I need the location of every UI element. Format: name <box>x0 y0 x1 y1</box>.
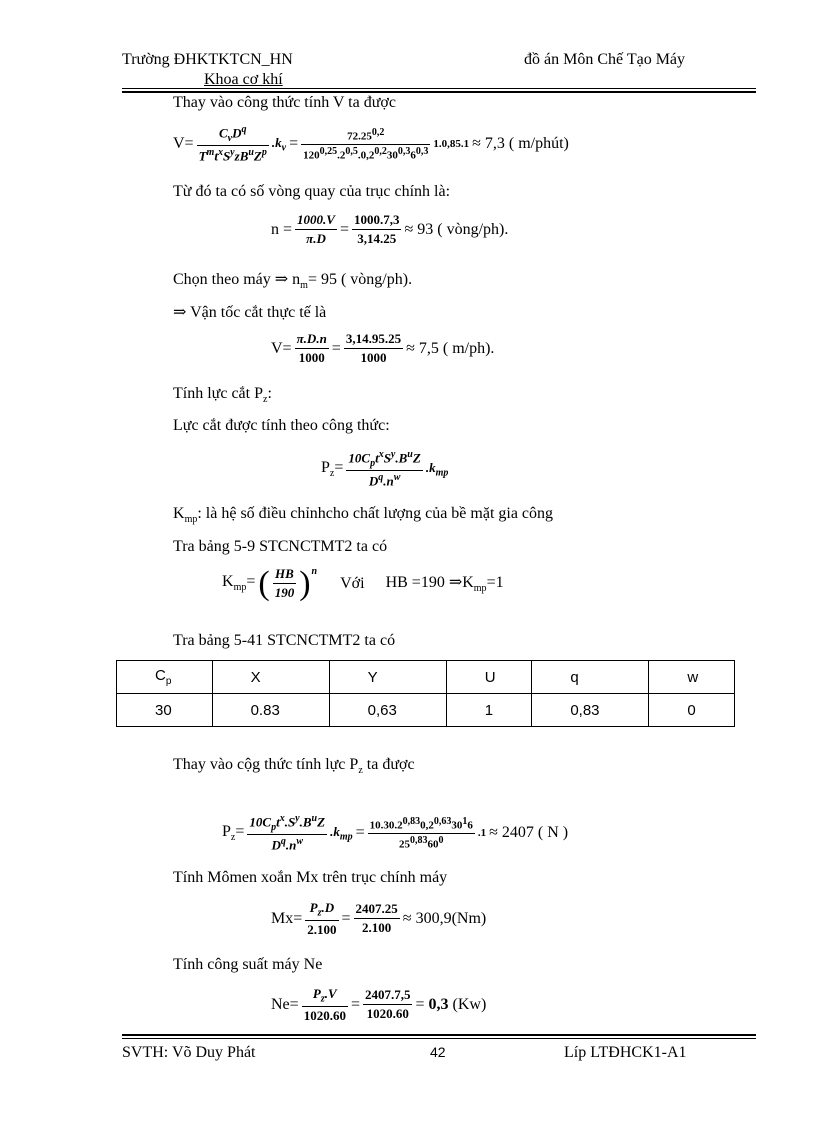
footer-class: Líp LTĐHCK1-A1 <box>564 1044 687 1061</box>
header-project: đồ án Môn Chế Tạo Máy <box>524 51 686 68</box>
kmp-formula: $K_{mp}=$ ( $\frac{HB}{190}$ ) $^n$ Với HB =190 $\Rightarrow K_{mp}=1$ <box>222 564 504 602</box>
paragraph-table-5-41: Tra bảng 5-41 STCNCTMT2 ta có <box>173 632 396 649</box>
paragraph-cutting-force-title: Tính lực cắt $P_z$: <box>173 385 272 406</box>
paragraph-table-5-9: Tra bảng 5-9 STCNCTMT2 ta có <box>173 538 388 555</box>
cutting-parameters-table <box>116 660 735 727</box>
table-cell: 30 <box>117 694 213 727</box>
velocity-formula: V= $\frac{C_vD^q}{T^mt^xS^yzB^uZ^p}$ $.k_v$ = $\frac{72.25^{0,2}}{120^{0,25}.2^{0,5}.0,2^{0,2}30^{0,3}6^{0,3}}$ 1.0,85.1 ≈ 7,3 ( m/phút) <box>173 124 569 164</box>
table-cell: 1 <box>446 694 532 727</box>
paragraph-substitute-pz: Thay vào cộg thức tính lực $P_z$ ta được <box>173 756 415 777</box>
table-header-cell: w <box>649 661 735 694</box>
header-faculty: Khoa cơ khí <box>204 71 283 88</box>
paragraph-kmp-definition: $K_{mp}$: là hệ số điều chỉnhcho chất lượng của bề mặt gia công <box>173 505 554 526</box>
paragraph-machine-speed: Chọn theo máy ⇒ $n_m= 95$ ( vòng/ph). <box>173 271 413 292</box>
velocity-general-fraction: $\frac{C_vD^q}{T^mt^xS^yzB^uZ^p}$ <box>198 124 267 164</box>
footer-rule <box>122 1038 756 1039</box>
table-cell: 0.83 <box>212 694 329 727</box>
table-header-cell: Y <box>329 661 446 694</box>
paragraph-power-title: Tính công suất máy Ne <box>173 956 323 973</box>
table-row <box>117 694 735 727</box>
header-school: Trường ĐHKTKTCN_HN <box>122 51 293 68</box>
velocity-numeric-fraction: $\frac{72.25^{0,2}}{120^{0,25}.2^{0,5}.0,2^{0,2}30^{0,3}6^{0,3}}$ <box>303 126 429 162</box>
table-header-cell: $C_p$ <box>117 661 213 694</box>
paragraph-cutting-force-intro: Lực cắt được tính theo công thức: <box>173 417 390 434</box>
header-rule-thick <box>122 91 756 93</box>
paragraph-actual-speed: ⇒ Vận tốc cắt thực tế là <box>173 304 327 321</box>
table-header-row <box>117 661 735 694</box>
paragraph-spindle-speed: Từ đó ta có số vòng quay của trục chính là: <box>173 183 451 200</box>
table-cell: 0,83 <box>532 694 649 727</box>
paragraph-torque-title: Tính Mômen xoắn Mx trên trục chính máy <box>173 869 448 886</box>
spindle-speed-formula: n = $\frac{1000.V}{\pi.D}$ = $\frac{1000.7,3}{3,14.25}$ ≈ 93 ( vòng/ph). <box>271 212 509 246</box>
footer-page-number: 42 <box>430 1044 446 1060</box>
cutting-force-formula: $P_z=$ $\frac{10C_pt^xS^y.B^uZ}{D^q.n^w}$ $.k_{mp}$ <box>321 449 449 489</box>
footer-rule-thick <box>122 1034 756 1036</box>
table-cell: 0,63 <box>329 694 446 727</box>
header-rule <box>122 88 756 89</box>
torque-formula: Mx= $\frac{P_z.D}{2.100}$ = $\frac{2407.25}{2.100}$ ≈ 300,9(Nm) <box>271 900 487 937</box>
actual-velocity-formula: V= $\frac{\pi.D.n}{1000}$ = $\frac{3,14.95.25}{1000}$ ≈ 7,5 ( m/ph). <box>271 331 495 365</box>
footer-student: SVTH: Võ Duy Phát <box>122 1044 256 1061</box>
table-header-cell: q <box>532 661 649 694</box>
table-header-cell: U <box>446 661 532 694</box>
power-formula: Ne= $\frac{P_z.V}{1020.60}$ = $\frac{2407.7,5}{1020.60}$ = 0,3 (Kw) <box>271 986 487 1023</box>
table-header-cell: X <box>212 661 329 694</box>
cutting-force-result-formula: $P_z=$ $\frac{10C_pt^x.S^y.B^uZ}{D^q.n^w}$ $.k_{mp}$ = $\frac{10.30.2^{0,83}0,2^{0,63}30^16}{25^{0,83}60^0}$ .1 ≈ 2407 ( N ) <box>222 813 569 853</box>
table-cell: 0 <box>649 694 735 727</box>
paragraph-intro-v: Thay vào công thức tính V ta được <box>173 94 396 111</box>
